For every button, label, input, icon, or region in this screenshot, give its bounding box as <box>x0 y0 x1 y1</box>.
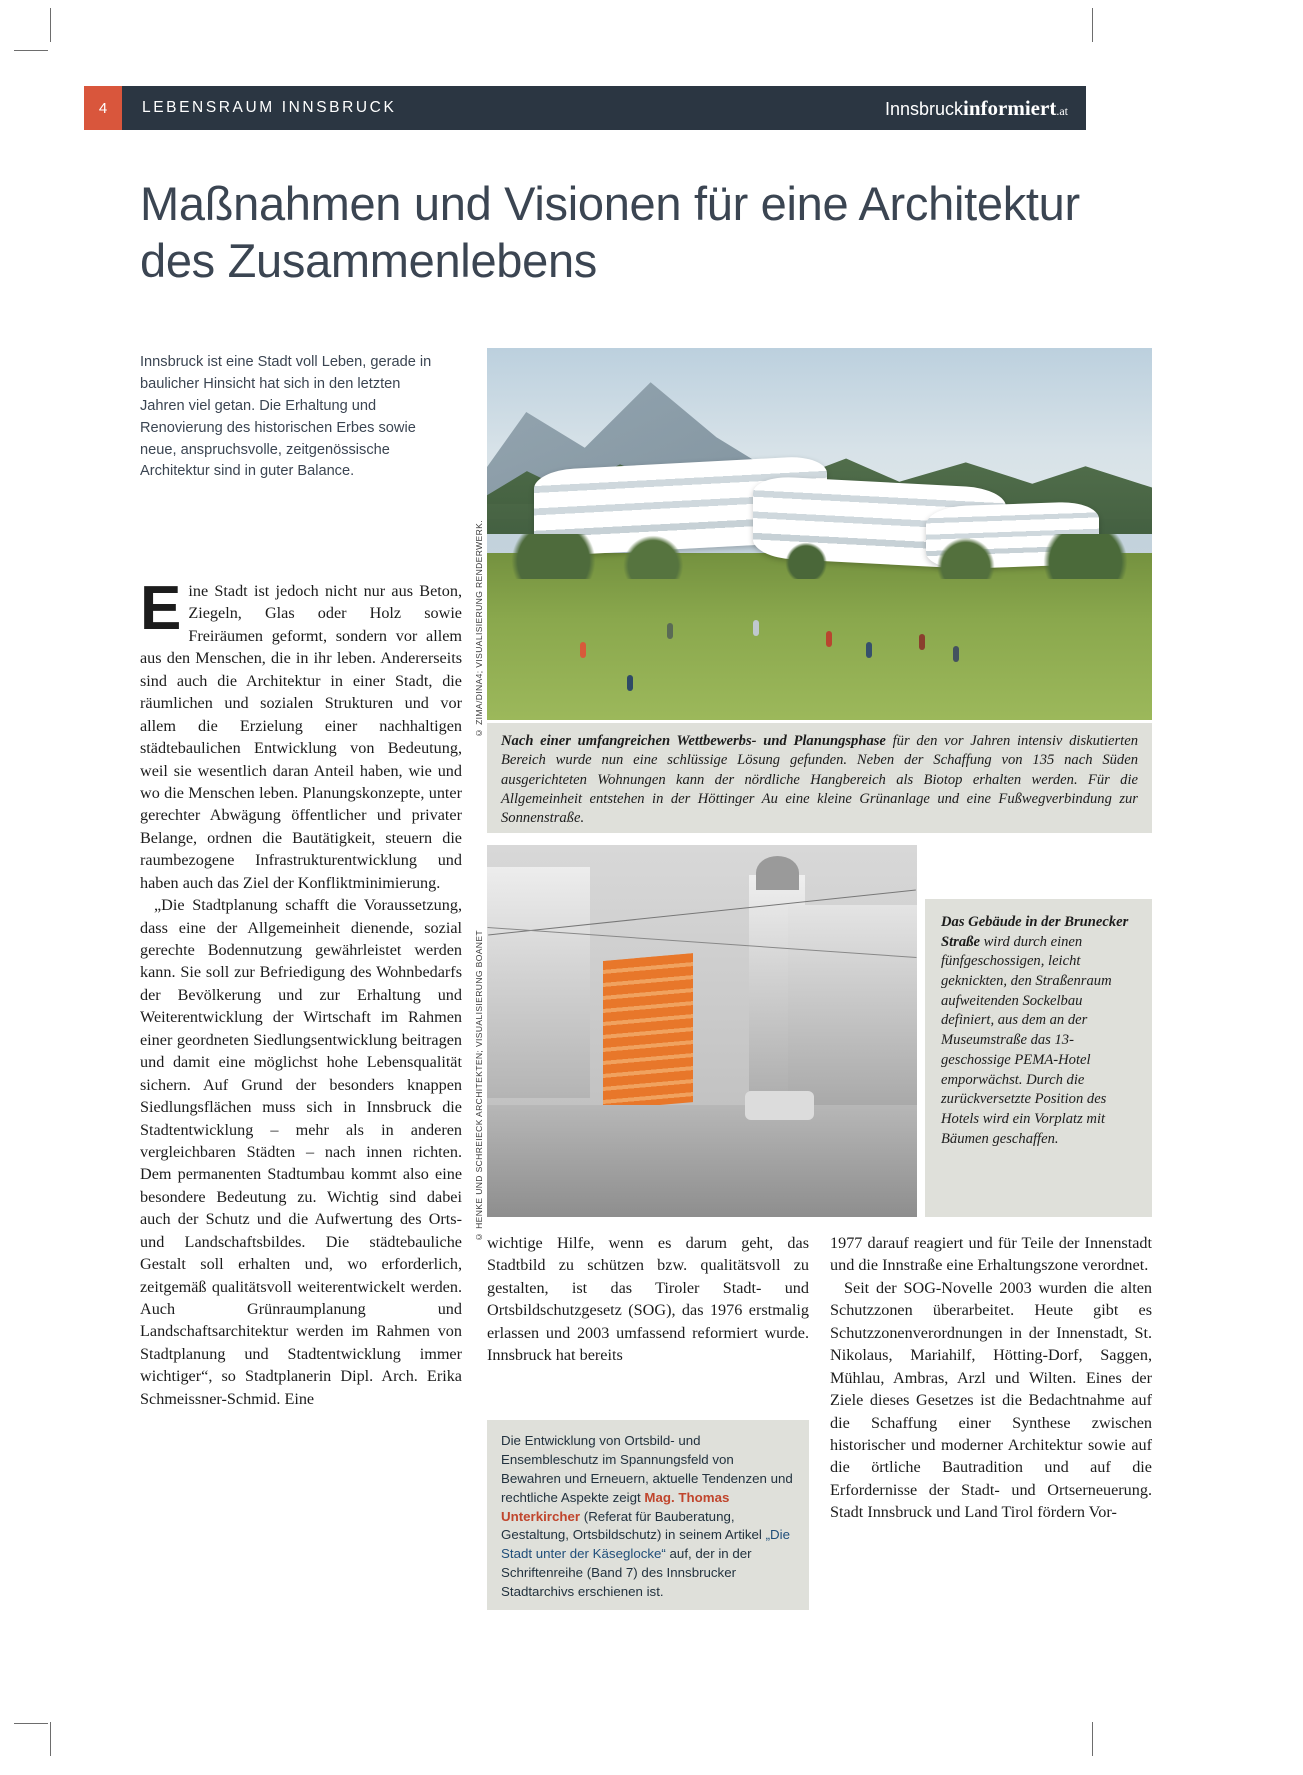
image2-new-building-highlight <box>603 953 693 1110</box>
crop-mark <box>14 50 48 51</box>
info-box <box>487 1420 809 1610</box>
rendering-image-brunecker-strasse <box>487 845 917 1217</box>
image2-caption <box>925 899 1152 1217</box>
body-paragraph-1-text: ine Stadt ist jedoch nicht nur aus Beton, Ziegeln, Glas oder Holz sowie Freiräumen geformt, sondern vor allem aus den Menschen, die in ihr leben. Andererseits sind auch die Architektur in einer Stadt, die räumlichen und sozialen Strukturen und vor allem die Erzielung einer nachhaltigen städtebaulichen Entwicklung von Bedeutung, weil sie wesentlich daran Anteil haben, wie und wo die Menschen leben. Planungskonzepte, unter gerechter Abwägung öffentlicher und privater Belange, ordnen die Bautätigkeit, steuern die raumbezogene Infrastrukturentwicklung und haben auch das Ziel der Konfliktminimierung. <box>140 582 462 892</box>
page-title: Maßnahmen und Visionen für eine Architektur des Zusammenlebens <box>140 177 1080 288</box>
page-number: 4 <box>84 86 122 130</box>
image1-figure <box>580 642 586 658</box>
body-column-left <box>140 574 462 1410</box>
image1-caption-rest: für den vor Jahren intensiv diskutierten Bereich wurde nun eine schlüssige Lösung gefunden. Neben der Schaffung von 135 nach Süden ausgerichteten Wohnungen kann der nördliche Hangbereich als Biotop erhalten werden. Für die Allgemeinheit entstehen in der Höttinger Au eine kleine Grünanlage und eine Fußwegverbindung zur Sonnenstraße. <box>501 733 1138 826</box>
info-box-text-3: auf, der in der Schriftenreihe (Band 7) des Innsbrucker Stadtarchivs erschienen ist. <box>501 1546 752 1599</box>
image2-tower-dome <box>756 856 799 889</box>
drop-cap: E <box>140 574 182 643</box>
crop-mark <box>50 1722 51 1756</box>
image1-figure <box>826 631 832 647</box>
crop-mark <box>14 1723 48 1724</box>
image1-figure <box>866 642 872 658</box>
publication-logo <box>885 96 1086 121</box>
lead-paragraph: Innsbruck ist eine Stadt voll Leben, gerade in baulicher Hinsicht hat sich in den letzten Jahren viel getan. Die Erhaltung und Renovierung des historischen Erbes sowie neue, anspruchsvolle, zeitgenössische Architektur sind in guter Balance. <box>140 354 432 480</box>
body-column-right <box>830 1232 1152 1524</box>
body-column-middle: wichtige Hilfe, wenn es darum geht, das Stadtbild zu schützen bzw. qualitätsvoll zu gestalten, ist das Tiroler Stadt- und Ortsbildschutzgesetz (SOG), das 1976 erstmalig erlassen und 2003 umfassend reformiert wurde. Innsbruck hat bereits <box>487 1234 809 1365</box>
section-title: LEBENSRAUM INNSBRUCK <box>142 99 397 116</box>
image1-figure <box>953 646 959 662</box>
image1-figure <box>667 623 673 639</box>
image1-bushes <box>487 534 1152 579</box>
image2-tram <box>745 1091 814 1121</box>
logo-tld: .at <box>1056 103 1068 118</box>
image1-figure <box>627 675 633 691</box>
info-box-text-1: Die Entwicklung von Ortsbild- und Ensembleschutz im Spannungsfeld von Bewahren und Erneuern, aktuelle Tendenzen und rechtliche Aspekte zeigt <box>501 1433 793 1505</box>
body-paragraph-4: 1977 darauf reagiert und für Teile der Innenstadt und die Innstraße eine Erhaltungszone verordnet. <box>830 1234 1152 1275</box>
image2-building-right <box>788 905 917 1110</box>
image2-caption-lead: Das Gebäude in der Brunecker Straße <box>941 914 1129 950</box>
image2-credit: © HENKE UND SCHREIECK ARCHITEKTEN; VISUALISIERUNG BOANET <box>474 930 484 1243</box>
image1-caption <box>487 723 1152 833</box>
logo-word-informiert: informiert <box>963 95 1057 120</box>
image1-figure <box>753 620 759 636</box>
image1-caption-lead: Nach einer umfangreichen Wettbewerbs- und Planungsphase <box>501 733 886 749</box>
body-paragraph-2: „Die Stadtplanung schafft die Voraussetzung, dass eine der Allgemeinheit dienende, sozial gerechte Bodennutzung gewährleistet werden kann. Sie soll zur Befriedigung des Wohnbedarfs der Bevölkerung und zur Erhaltung und Weiterentwicklung der Wirtschaft im Rahmen einer geordneten Siedlungsentwicklung beitragen und damit eine möglichst hohe Lebensqualität sichern. Auf Grund der besonders knappen Siedlungsflächen muss sich in Innsbruck die Stadtentwicklung – mehr als in anderen vergleichbaren Städten – nach innen richten. Dem permanenten Stadtumbau kommt also eine besondere Bedeutung zu. Wichtig sind dabei auch der Schutz und die Aufwertung des Orts- und Landschaftsbildes. Die städtebauliche Gestalt soll erhalten und, wo erforderlich, zeitgemäß qualitätsvoll weiterentwickelt werden. Auch Grünraumplanung und Landschaftsarchitektur werden im Rahmen von Stadtplanung und Stadtentwicklung immer wichtiger“, so Stadtplanerin Dipl. Arch. Erika Schmeissner-Schmid. Eine <box>140 896 462 1408</box>
crop-mark <box>1092 8 1093 42</box>
body-paragraph-5: Seit der SOG-Novelle 2003 wurden die alten Schutzzonen überarbeitet. Heute gibt es Schutzzonenverordnungen in der Innenstadt, St. Nikolaus, Mariahilf, Hötting-Dorf, Saggen, Mühlau, Ambras, Arzl und Wilten. Eines der Ziele dieses Gesetzes ist die Bedachtnahme auf die Schaffung einer Synthese zwischen historischer und moderner Architektur sowie auf die örtliche Bautradition und auf die Erfordernisse der Stadt- und Ortserneuerung. Stadt Innsbruck und Land Tirol fördern Vor- <box>830 1278 1152 1522</box>
image1-credit: © ZIMA/DINA4; VISUALISIERUNG RENDERWERK. <box>474 520 484 739</box>
logo-word-innsbruck: Innsbruck <box>884 98 964 119</box>
body-paragraph-1 <box>140 574 462 894</box>
image2-street <box>487 1105 917 1217</box>
image2-building-left <box>487 867 590 1098</box>
crop-mark <box>50 8 51 42</box>
info-box-person-name: Mag. Thomas Unterkircher <box>501 1489 730 1524</box>
image2-caption-rest: wird durch einen fünfgeschossigen, leicht geknickten, den Straßenraum aufweitenden Sockelbau definiert, aus dem an der Museumstraße das 13-geschossige PEMA-Hotel emporwächst. Durch die zurückversetzte Position des Hotels wird ein Vorplatz mit Bäumen geschaffen. <box>941 933 1112 1147</box>
page-header <box>84 86 1086 130</box>
image1-figure <box>919 634 925 650</box>
rendering-image-hoettinger-au <box>487 348 1152 720</box>
crop-mark <box>1092 1722 1093 1756</box>
info-box-text-2: (Referat für Bauberatung, Gestaltung, Ortsbildschutz) in seinem Artikel <box>501 1508 766 1543</box>
info-box-article-title: „Die Stadt unter der Käseglocke“ <box>501 1527 790 1562</box>
